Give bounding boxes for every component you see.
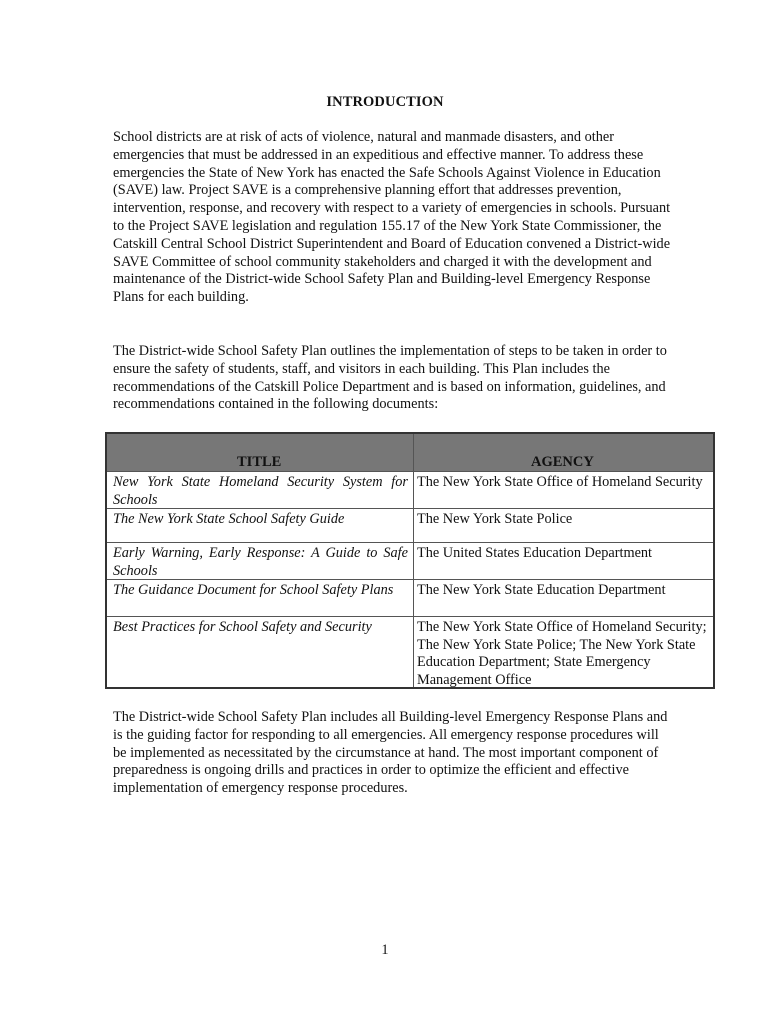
page-title: INTRODUCTION [326,94,444,110]
header-title: TITLE [237,454,282,470]
intro-paragraph: School districts are at risk of acts of violence, natural and manmade disasters, and other emergencies that must be addressed in an expeditious and effective manner. To address these emergencies the State of New York has enacted the Safe Schools Against Violence in Education (SAVE) law. Project SAVE is a comprehensive planning effort that addresses prevention, intervention, response, and recovery with respect to a variety of emergencies in schools. Pursuant to the Project SAVE legislation and regulation 155.17 of the New York State Commissioner, the Catskill Central School District Superintendent and Board of Education convened a District-wide SAVE Committee of school community stakeholders and charged it with the development and maintenance of the District-wide School Safety Plan and Building-level Emergency Response Plans for each building. [113,129,671,306]
closing-paragraph: The District-wide School Safety Plan includes all Building-level Emergency Response Plans and is the guiding factor for responding to all emergencies. All emergency response procedures will be implemented as necessitated by the circumstance at hand. The most important component of preparedness is ongoing drills and practices in order to optimize the efficient and effective implementation of emergency response procedures. [113,709,668,797]
header-agency: AGENCY [531,454,594,470]
plan-outline-paragraph: The District-wide School Safety Plan outlines the implementation of steps to be taken in order to ensure the safety of students, staff, and visitors in each building. This Plan includes the recommendations of the Catskill Police Department and is based on information, guidelines, and recommendations contained in the following documents: [113,343,667,413]
table-header [107,434,713,471]
table-row-agency: The New York State Police [417,511,573,527]
table-row-title: New York State Homeland Security System for Schools [113,474,408,508]
row-divider [107,616,713,617]
reference-documents-table [105,432,715,689]
table-row-title: Best Practices for School Safety and Security [113,619,372,635]
table-row-agency: The New York State Office of Homeland Security [417,474,703,490]
table-row-title: Early Warning, Early Response: A Guide to Safe Schools [113,545,408,579]
table-row-agency: The United States Education Department [417,545,653,561]
page-number: 1 [381,942,389,958]
table-row-agency: The New York State Education Department [417,582,666,598]
row-divider [107,471,713,472]
table-row-title: The Guidance Document for School Safety Plans [113,582,394,598]
row-divider [107,542,713,543]
table-row-title: The New York State School Safety Guide [113,511,345,527]
table-row-agency: The New York State Office of Homeland Security; The New York State Police; The New York State Education Department; State Emergency Management Office [417,619,707,688]
